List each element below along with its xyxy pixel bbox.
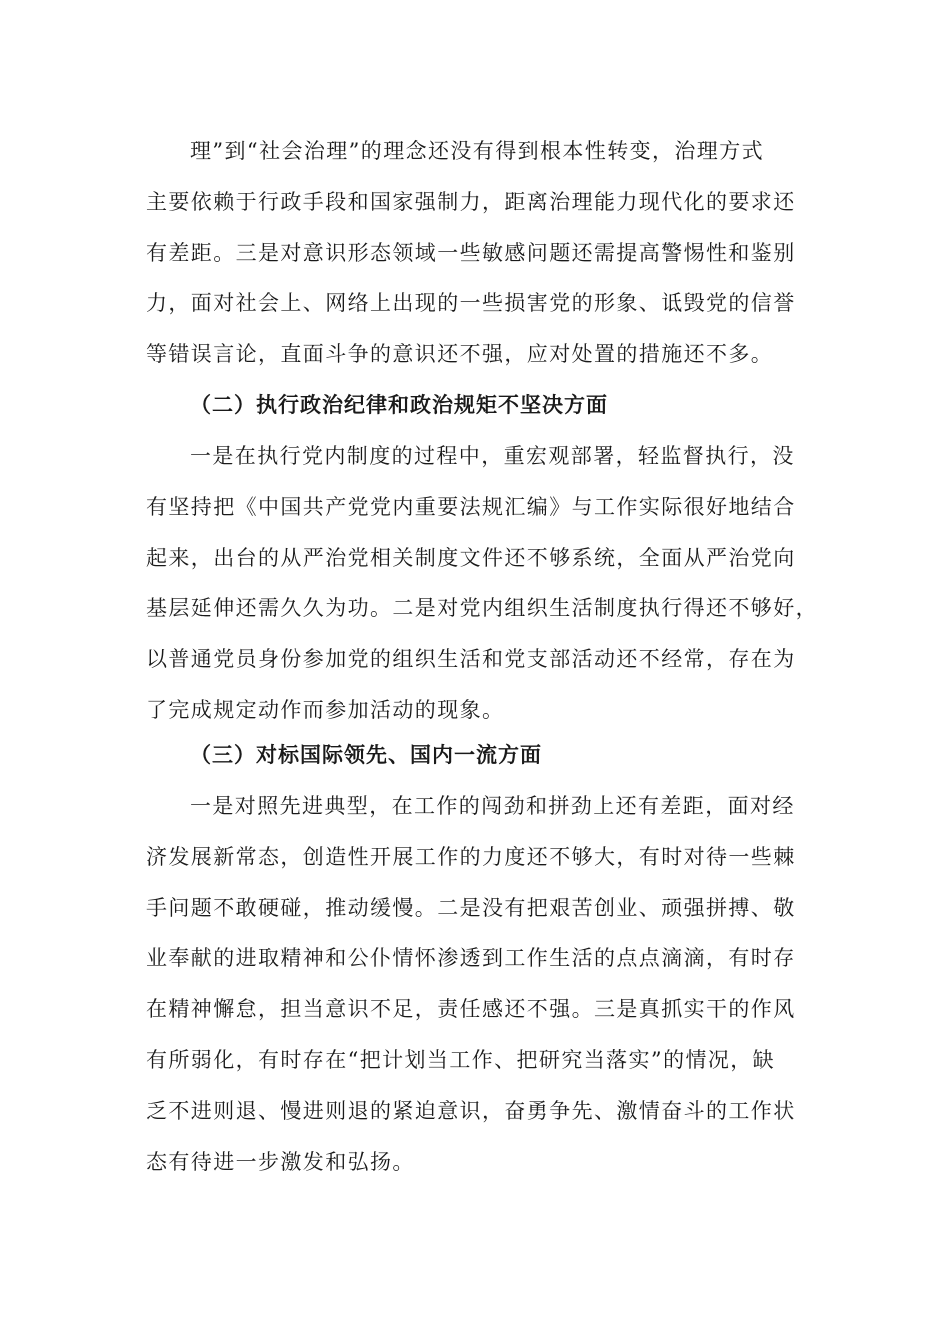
text-line: 了完成规定动作而参加活动的现象。 xyxy=(146,697,505,722)
text-line: 乏不进则退、慢进则退的紧迫意识，奋勇争先、激情奋斗的工作状 xyxy=(146,1098,796,1123)
heading-text: （三）对标国际领先、国内一流方面 xyxy=(190,742,542,767)
text-line: 一是在执行党内制度的过程中，重宏观部署，轻监督执行，没 xyxy=(190,444,795,468)
text-line: 基层延伸还需久久为功。二是对党内组织生活制度执行得还不够好， xyxy=(146,596,818,621)
section-heading-3 xyxy=(146,730,796,781)
text-line: 有差距。三是对意识形态领域一些敏感问题还需提高警惕性和鉴别 xyxy=(146,240,796,265)
heading-text: （二）执行政治纪律和政治规矩不坚决方面 xyxy=(190,392,608,417)
text-line: 有所弱化，有时存在“把计划当工作、把研究当落实”的情况，缺 xyxy=(146,1047,776,1072)
text-line: 济发展新常态，创造性开展工作的力度还不够大，有时对待一些棘 xyxy=(146,844,796,869)
text-line: 以普通党员身份参加党的组织生活和党支部活动还不经常，存在为 xyxy=(146,647,796,672)
paragraph-continued xyxy=(146,126,796,380)
text-line: 态有待进一步激发和弘扬。 xyxy=(146,1149,415,1174)
text-line: 起来，出台的从严治党相关制度文件还不够系统，全面从严治党向 xyxy=(146,545,796,570)
text-line: 主要依赖于行政手段和国家强制力，距离治理能力现代化的要求还 xyxy=(146,189,796,214)
text-line: 有坚持把《中国共产党党内重要法规汇编》与工作实际很好地结合 xyxy=(146,494,796,519)
text-line: 在精神懈怠，担当意识不足，责任感还不强。三是真抓实干的作风 xyxy=(146,997,796,1022)
text-line: 理”到“社会治理”的理念还没有得到根本性转变，治理方式 xyxy=(190,139,765,163)
text-line: 手问题不敢硬碰，推动缓慢。二是没有把艰苦创业、顽强拼搏、敬 xyxy=(146,895,796,920)
text-line: 等错误言论，直面斗争的意识还不强，应对处置的措施还不多。 xyxy=(146,342,774,367)
section-heading-2 xyxy=(146,380,796,431)
paragraph-benchmarking xyxy=(146,781,796,1187)
text-line: 力，面对社会上、网络上出现的一些损害党的形象、诋毁党的信誉 xyxy=(146,291,796,316)
paragraph-political-discipline xyxy=(146,431,818,736)
text-line: 一是对照先进典型，在工作的闯劲和拼劲上还有差距，面对经 xyxy=(190,794,795,818)
text-line: 业奉献的进取精神和公仆情怀渗透到工作生活的点点滴滴，有时存 xyxy=(146,946,796,971)
